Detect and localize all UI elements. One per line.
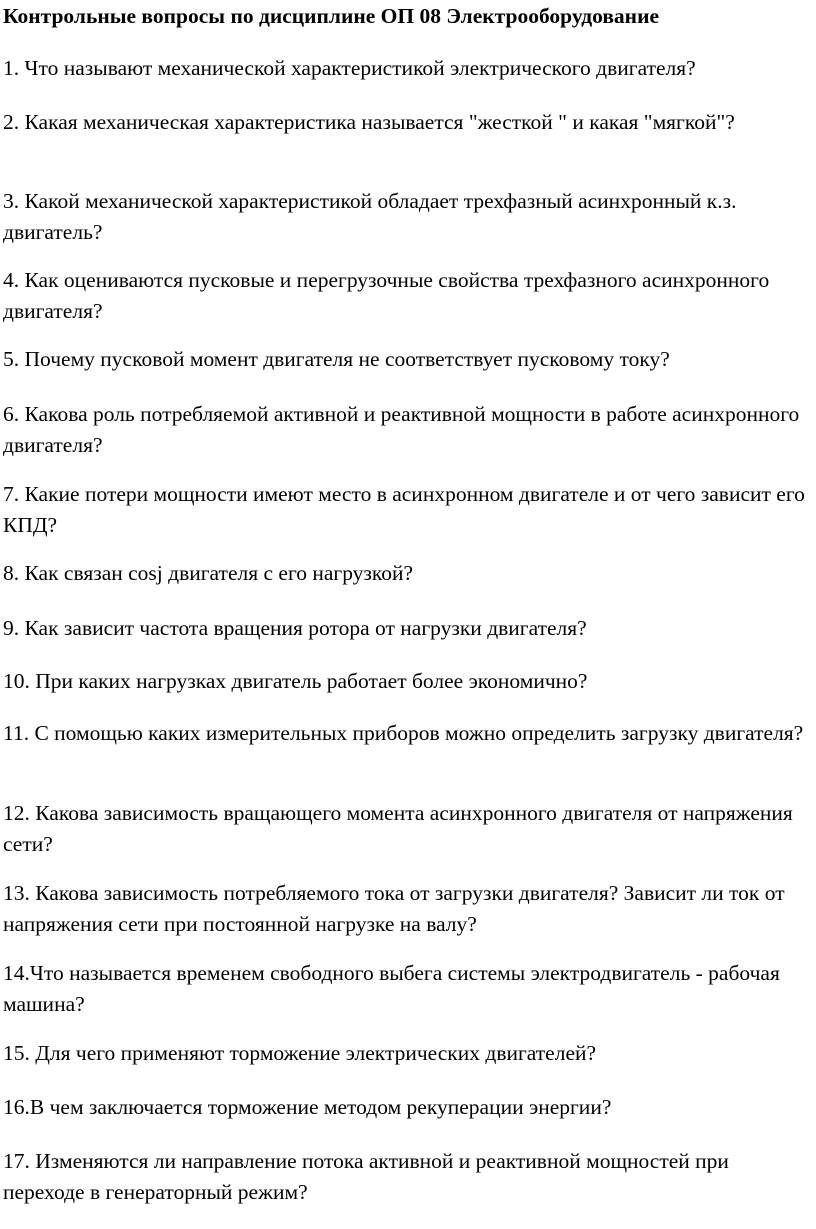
question-3: 3. Какой механической характеристикой обладает трехфазный асинхронный к.з. двигатель? (3, 189, 737, 244)
question-16: 16.В чем заключается торможение методом рекуперации энергии? (3, 1095, 612, 1119)
question-17: 17. Изменяются ли направление потока активной и реактивной мощностей при переходе в генераторный режим? (3, 1149, 729, 1204)
question-4: 4. Как оцениваются пусковые и перегрузочные свойства трехфазного асинхронного двигателя? (3, 268, 770, 323)
question-13: 13. Какова зависимость потребляемого тока от загрузки двигателя? Зависит ли ток от напряжения сети при постоянной нагрузке на валу? (3, 881, 785, 936)
question-6: 6. Какова роль потребляемой активной и реактивной мощности в работе асинхронного двигателя? (3, 402, 800, 457)
document-title: Контрольные вопросы по дисциплине ОП 08 Электрооборудование (3, 4, 660, 28)
question-7: 7. Какие потери мощности имеют место в асинхронном двигателе и от чего зависит его КПД? (3, 482, 805, 537)
question-2: 2. Какая механическая характеристика называется "жесткой " и какая "мягкой"? (3, 110, 735, 134)
question-12: 12. Какова зависимость вращающего момента асинхронного двигателя от напряжения сети? (3, 801, 793, 856)
question-5: 5. Почему пусковой момент двигателя не соответствует пусковому току? (3, 347, 670, 371)
question-10: 10. При каких нагрузках двигатель работает более экономично? (3, 669, 588, 693)
question-1: 1. Что называют механической характеристикой электрического двигателя? (3, 56, 696, 80)
question-8: 8. Как связан cosj двигателя с его нагрузкой? (3, 561, 414, 585)
question-11: 11. С помощью каких измерительных приборов можно определить загрузку двигателя? (3, 721, 804, 745)
question-9: 9. Как зависит частота вращения ротора от нагрузки двигателя? (3, 616, 587, 640)
question-14: 14.Что называется временем свободного выбега системы электродвигатель - рабочая машина? (3, 961, 780, 1016)
question-15: 15. Для чего применяют торможение электрических двигателей? (3, 1041, 597, 1065)
